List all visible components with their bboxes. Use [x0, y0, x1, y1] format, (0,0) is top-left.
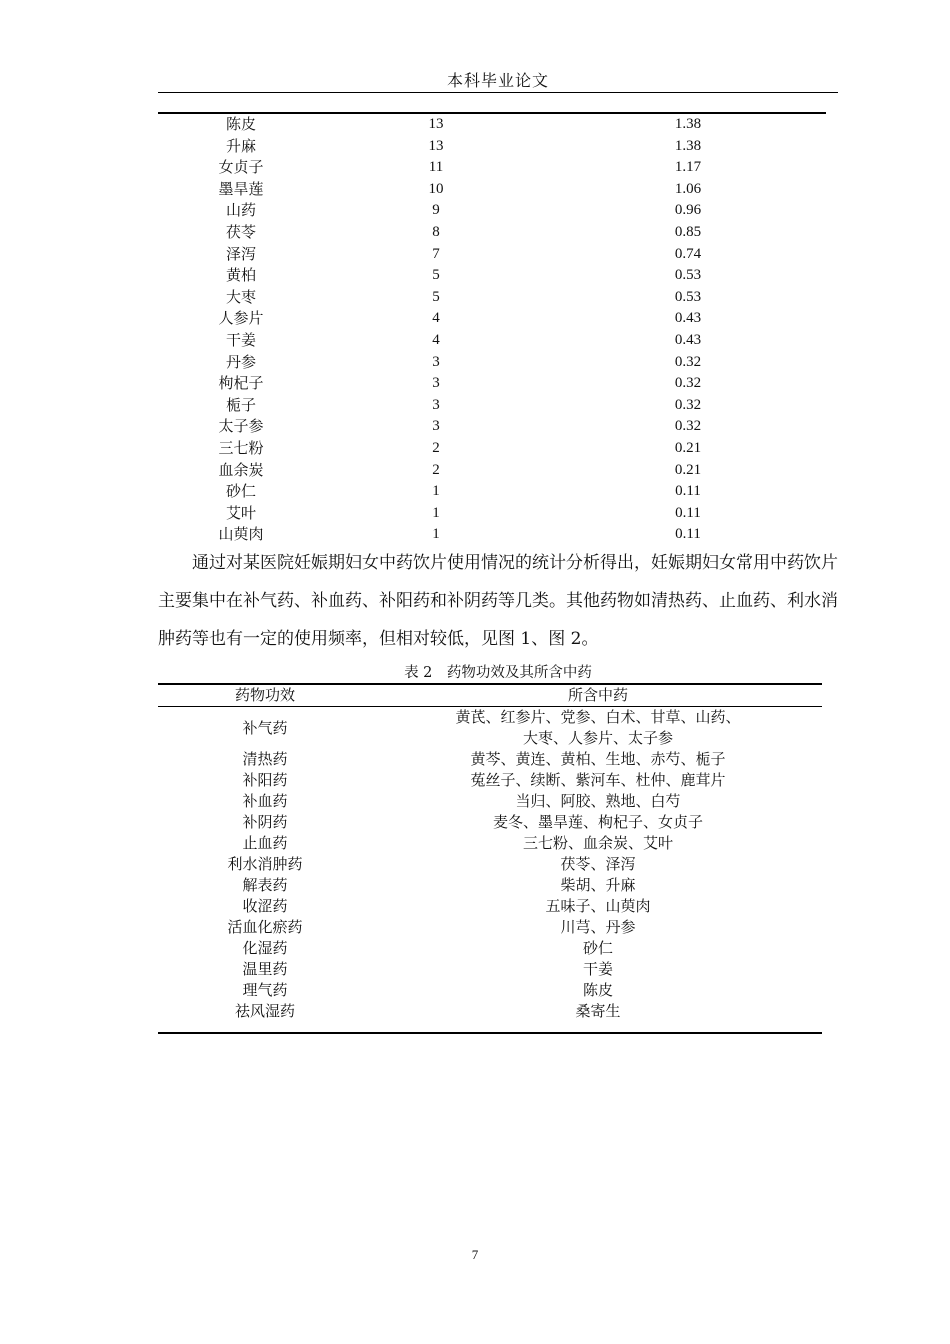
- herb-list-line: 三七粉、血余炭、艾叶: [522, 834, 673, 852]
- table-row: [158, 308, 826, 330]
- herb-list-line: 黄芪、红参片、党参、白术、甘草、山药、: [455, 708, 741, 726]
- usage-count: 4: [432, 331, 440, 348]
- table-row: [158, 136, 826, 158]
- effect-category: 理气药: [242, 981, 288, 999]
- herb-name: 枸杞子: [218, 374, 264, 393]
- effect-category: 补阴药: [242, 813, 288, 831]
- table-row: [158, 179, 826, 201]
- herb-name: 艾叶: [225, 503, 256, 522]
- usage-percent: 0.21: [674, 439, 702, 456]
- table-row: [158, 460, 826, 482]
- effect-category: 解表药: [242, 876, 288, 894]
- herb-list-line: 茯苓、泽泻: [560, 855, 636, 873]
- table-row: [158, 200, 826, 222]
- usage-percent: 0.11: [675, 504, 701, 521]
- header-rule: [158, 92, 838, 93]
- herb-list: [418, 770, 778, 791]
- table2-header-effect: 药物功效: [234, 686, 295, 704]
- herb-list-line: 砂仁: [582, 939, 613, 957]
- table-row: [158, 980, 822, 1001]
- herb-list: [418, 875, 778, 896]
- usage-percent: 0.43: [674, 331, 702, 348]
- page-header-title: 本科毕业论文: [446, 71, 549, 90]
- usage-count: 2: [432, 461, 440, 478]
- herb-list-line: 干姜: [582, 960, 613, 978]
- table-row: [158, 1001, 822, 1022]
- herb-name: 陈皮: [225, 115, 256, 133]
- herb-usage-table: [158, 114, 826, 546]
- usage-percent: 0.11: [675, 483, 701, 500]
- usage-percent: 0.32: [674, 353, 702, 370]
- effect-category: 温里药: [242, 960, 288, 978]
- usage-count: 1: [432, 504, 440, 521]
- herb-list: [418, 980, 778, 1001]
- usage-count: 1: [432, 483, 440, 500]
- effect-category: 收涩药: [242, 897, 288, 915]
- table-row: [158, 373, 826, 395]
- effect-category: 补血药: [242, 792, 288, 810]
- herb-list: [418, 812, 778, 833]
- herb-list: [418, 791, 778, 812]
- table-row: [158, 959, 822, 980]
- table-row: [158, 503, 826, 525]
- table-row: [158, 770, 822, 791]
- table2-header-row: [158, 685, 822, 706]
- usage-count: 3: [432, 396, 440, 413]
- herb-list-line: 大枣、人参片、太子参: [522, 729, 673, 747]
- usage-count: 5: [432, 288, 440, 305]
- table-row: [158, 896, 822, 917]
- herb-name: 茯苓: [225, 222, 256, 241]
- table2-bottom-rule: [158, 1032, 822, 1034]
- table2-header-herbs: 所含中药: [567, 686, 628, 704]
- usage-count: 3: [432, 418, 440, 435]
- usage-percent: 0.32: [674, 418, 702, 435]
- table-row: [158, 352, 826, 374]
- table-row: [158, 707, 822, 749]
- table-row: [158, 524, 826, 546]
- usage-percent: 0.53: [674, 267, 702, 284]
- effect-category: 补气药: [242, 718, 288, 737]
- table-row: [158, 244, 826, 266]
- herb-list-line: 柴胡、升麻: [560, 876, 636, 894]
- table-row: [158, 833, 822, 854]
- usage-count: 5: [432, 267, 440, 284]
- effect-category: 活血化瘀药: [227, 918, 303, 936]
- table-row: [158, 416, 826, 438]
- herb-list: [418, 938, 778, 959]
- herb-name: 大枣: [225, 287, 256, 306]
- herb-list-line: 川芎、丹参: [560, 918, 636, 936]
- usage-count: 8: [432, 223, 440, 240]
- usage-percent: 0.11: [675, 526, 701, 543]
- effect-category: 祛风湿药: [234, 1002, 295, 1020]
- page-number: 7: [471, 1247, 479, 1262]
- herb-list: [418, 1001, 778, 1022]
- herb-list: [418, 896, 778, 917]
- herb-name: 山药: [225, 201, 256, 220]
- table-row: [158, 854, 822, 875]
- effect-category: 利水消肿药: [227, 855, 303, 873]
- usage-count: 11: [428, 159, 444, 176]
- table-row: [158, 749, 822, 770]
- herb-name: 三七粉: [218, 438, 264, 457]
- effect-category: 化湿药: [242, 939, 288, 957]
- herb-list: [418, 917, 778, 938]
- herb-list: [418, 833, 778, 854]
- herb-name: 丹参: [225, 352, 256, 371]
- herb-name: 干姜: [225, 330, 256, 349]
- usage-count: 13: [428, 137, 444, 154]
- herb-effect-table: [158, 707, 822, 1022]
- usage-percent: 0.21: [674, 461, 702, 478]
- usage-count: 2: [432, 439, 440, 456]
- table-row: [158, 791, 822, 812]
- herb-name: 人参片: [218, 309, 264, 328]
- herb-list-line: 当归、阿胶、熟地、白芍: [515, 792, 681, 810]
- table2-caption: 表 2 药物功效及其所含中药: [404, 665, 592, 681]
- effect-category: 止血药: [242, 834, 288, 852]
- usage-percent: 1.17: [674, 159, 702, 176]
- herb-list-line: 菟丝子、续断、紫河车、杜仲、鹿茸片: [470, 771, 726, 789]
- table-row: [158, 938, 822, 959]
- body-paragraph: 通过对某医院妊娠期妇女中药饮片使用情况的统计分析得出，妊娠期妇女常用中药饮片主要集中在补气药、补血药、补阳药和补阴药等几类。其他药物如清热药、止血药、利水消肿药等也有一定的使用频率，但相对较低，见图 1、图 2。: [158, 553, 838, 649]
- table-row: [158, 481, 826, 503]
- usage-count: 4: [432, 310, 440, 327]
- table-row: [158, 222, 826, 244]
- table-row: [158, 875, 822, 896]
- herb-list-line: 陈皮: [582, 981, 613, 999]
- herb-list: [418, 707, 778, 749]
- table-row: [158, 114, 826, 136]
- usage-percent: 0.53: [674, 288, 702, 305]
- usage-percent: 0.43: [674, 310, 702, 327]
- usage-count: 7: [432, 245, 440, 262]
- effect-category: 清热药: [242, 750, 288, 768]
- usage-percent: 1.06: [674, 180, 702, 197]
- herb-name: 女贞子: [218, 158, 264, 177]
- usage-count: 3: [432, 375, 440, 392]
- usage-percent: 0.32: [674, 396, 702, 413]
- usage-percent: 1.38: [674, 137, 702, 154]
- effect-category: 补阳药: [242, 771, 288, 789]
- herb-name: 砂仁: [225, 482, 256, 501]
- usage-count: 9: [432, 202, 440, 219]
- herb-list-line: 桑寄生: [575, 1002, 621, 1020]
- table-row: [158, 265, 826, 287]
- herb-name: 山萸肉: [218, 525, 264, 544]
- herb-name: 泽泻: [225, 244, 256, 263]
- usage-count: 13: [428, 116, 444, 132]
- herb-name: 血余炭: [218, 460, 264, 479]
- herb-name: 墨旱莲: [218, 179, 264, 198]
- herb-name: 升麻: [225, 136, 256, 155]
- usage-count: 1: [432, 526, 440, 543]
- table-row: [158, 287, 826, 309]
- table-row: [158, 395, 826, 417]
- usage-percent: 0.85: [674, 223, 702, 240]
- herb-list-line: 五味子、山萸肉: [545, 897, 651, 915]
- usage-count: 10: [428, 180, 444, 197]
- usage-percent: 0.96: [674, 202, 702, 219]
- usage-percent: 0.32: [674, 375, 702, 392]
- usage-count: 3: [432, 353, 440, 370]
- herb-list-line: 麦冬、墨旱莲、枸杞子、女贞子: [492, 813, 703, 831]
- herb-list: [418, 749, 778, 770]
- herb-name: 黄柏: [225, 266, 256, 285]
- herb-list: [418, 854, 778, 875]
- usage-percent: 0.74: [674, 245, 702, 262]
- table-row: [158, 157, 826, 179]
- table-row: [158, 917, 822, 938]
- herb-list: [418, 959, 778, 980]
- table-row: [158, 812, 822, 833]
- usage-percent: 1.38: [674, 116, 702, 132]
- herb-list-line: 黄芩、黄连、黄柏、生地、赤芍、栀子: [470, 750, 726, 768]
- herb-name: 太子参: [218, 417, 264, 436]
- table-row: [158, 438, 826, 460]
- table-row: [158, 330, 826, 352]
- herb-name: 栀子: [225, 395, 256, 414]
